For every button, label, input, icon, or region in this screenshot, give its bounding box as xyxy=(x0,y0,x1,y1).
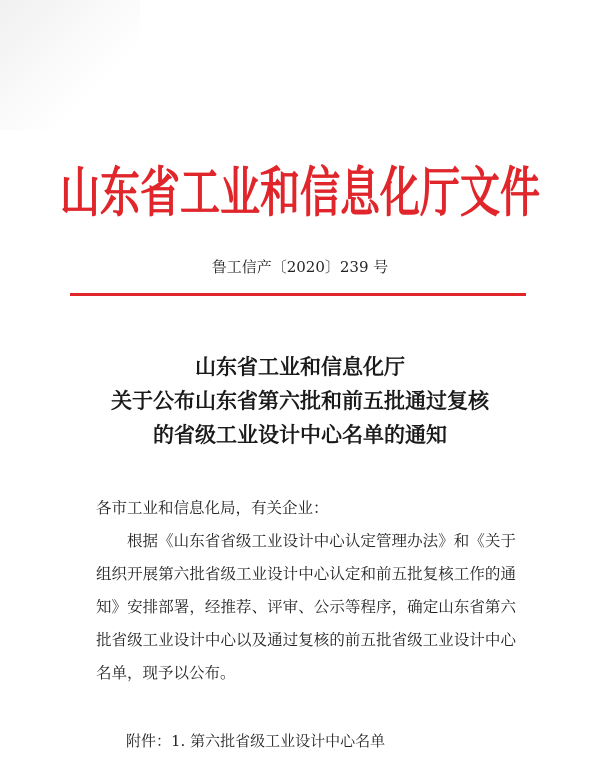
red-divider-line xyxy=(70,293,526,296)
body-paragraph: 根据《山东省省级工业设计中心认定管理办法》和《关于组织开展第六批省级工业设计中心认定和前五批复核工作的通知》安排部署，经推荐、评审、公示等程序，确定山东省第六批省级工业设计中心以及通过复核的前五批省级工业设计中心名单，现予以公布。 xyxy=(96,532,516,682)
scan-shadow xyxy=(0,0,140,130)
notice-title-line-3: 的省级工业设计中心名单的通知 xyxy=(153,422,447,447)
document-header-title: 山东省工业和信息化厅文件 xyxy=(60,160,540,225)
notice-body xyxy=(96,492,516,690)
recipient-line: 各市工业和信息化局，有关企业： xyxy=(96,499,329,517)
document-number: 鲁工信产〔2020〕239 号 xyxy=(211,258,389,276)
notice-title xyxy=(0,350,600,452)
notice-title-line-1: 山东省工业和信息化厅 xyxy=(195,354,405,379)
attachment-line: 附件：1. 第六批省级工业设计中心名单 xyxy=(126,732,386,750)
notice-title-line-2: 关于公布山东省第六批和前五批通过复核 xyxy=(111,388,489,413)
